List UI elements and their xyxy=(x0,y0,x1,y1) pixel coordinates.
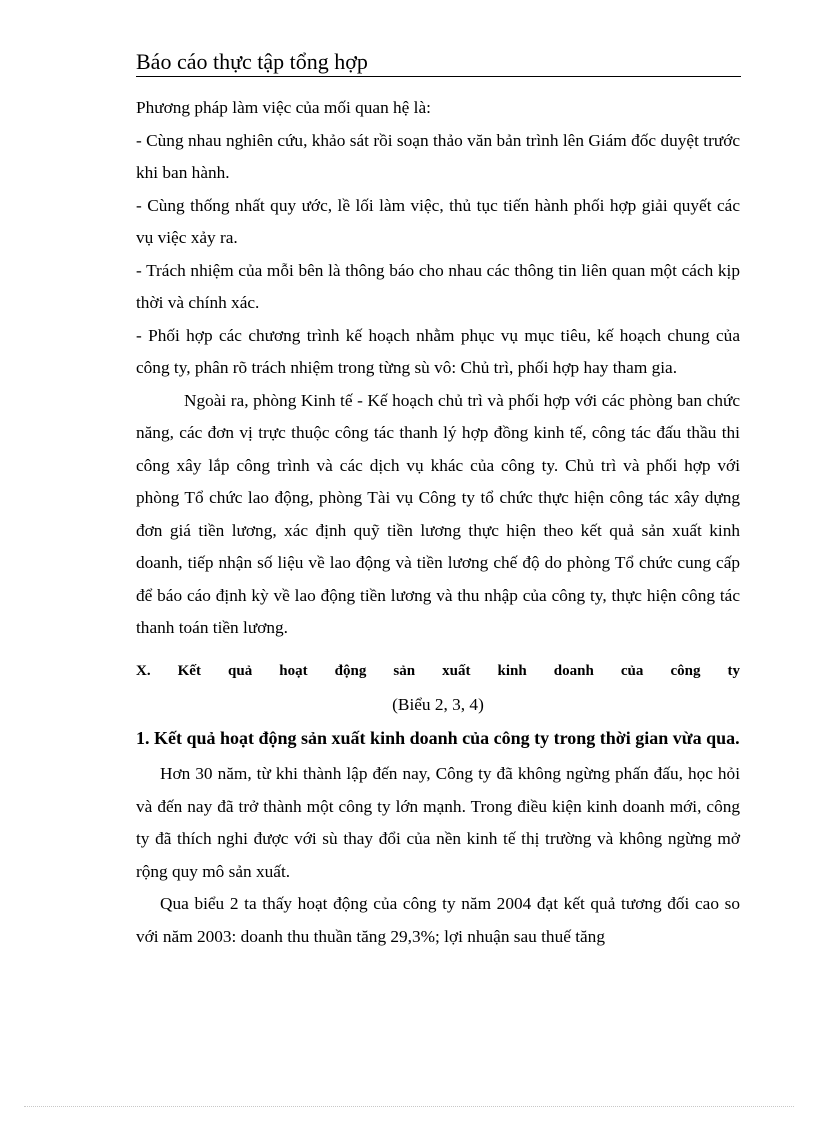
body-paragraph: Ngoài ra, phòng Kinh tế - Kế hoạch chủ trì và phối hợp với các phòng ban chức năng, các đơn vị trực thuộc công tác thanh lý hợp đồng kinh tế, công tác đấu thầu thi công xây lắp công trình và các dịch vụ khác của công ty. Chủ trì và phối hợp với phòng Tổ chức lao động, phòng Tài vụ Công ty tổ chức thực hiện công tác xây dựng đơn giá tiền lương, xác định quỹ tiền lương thực hiện theo kết quả sản xuất kinh doanh, tiếp nhận số liệu về lao động và tiền lương chế độ do phòng Tổ chức cung cấp để báo cáo định kỳ về lao động tiền lương và thu nhập của công ty, thực hiện công tác thanh toán tiền lương. xyxy=(136,390,740,637)
intro-text: Phương pháp làm việc của mối quan hệ là: xyxy=(136,98,431,117)
document-body xyxy=(136,92,740,953)
bullet-item-4: - Phối hợp các chương trình kế hoạch nhằm phục vụ mục tiêu, kế hoạch chung của công ty, phân rõ trách nhiệm trong từng sù vô: Chủ trì, phối hợp hay tham gia. xyxy=(136,325,740,377)
bullet-item-3: - Trách nhiệm của mỗi bên là thông báo cho nhau các thông tin liên quan một cách kịp thời và chính xác. xyxy=(136,260,740,312)
section-title: X. Kết quả hoạt động sản xuất kinh doanh của công ty xyxy=(136,662,740,679)
page-header: Báo cáo thực tập tổng hợp xyxy=(136,48,741,77)
bullet-item-1: - Cùng nhau nghiên cứu, khảo sát rồi soạn thảo văn bản trình lên Giám đốc duyệt trước khi ban hành. xyxy=(136,130,740,182)
section-paragraph-2: Qua biểu 2 ta thấy hoạt động của công ty năm 2004 đạt kết quả tương đối cao so với năm 2003: doanh thu thuần tăng 29,3%; lợi nhuận sau thuế tăng xyxy=(136,894,740,946)
bullet-item-2: - Cùng thống nhất quy ước, lề lối làm việc, thủ tục tiến hành phối hợp giải quyết các vụ việc xảy ra. xyxy=(136,195,740,247)
section-subtitle: (Biểu 2, 3, 4) xyxy=(392,695,484,714)
section-paragraph-1: Hơn 30 năm, từ khi thành lập đến nay, Công ty đã không ngừng phấn đấu, học hỏi và đến nay đã trở thành một công ty lớn mạnh. Trong điều kiện kinh doanh mới, công ty đã thích nghi được với sù thay đổi của nền kinh tế thị trường và không ngừng mở rộng quy mô sản xuất. xyxy=(136,764,740,881)
subsection-heading: 1. Kết quả hoạt động sản xuất kinh doanh của công ty trong thời gian vừa qua. xyxy=(136,727,740,748)
page-bottom-rule xyxy=(24,1106,794,1107)
